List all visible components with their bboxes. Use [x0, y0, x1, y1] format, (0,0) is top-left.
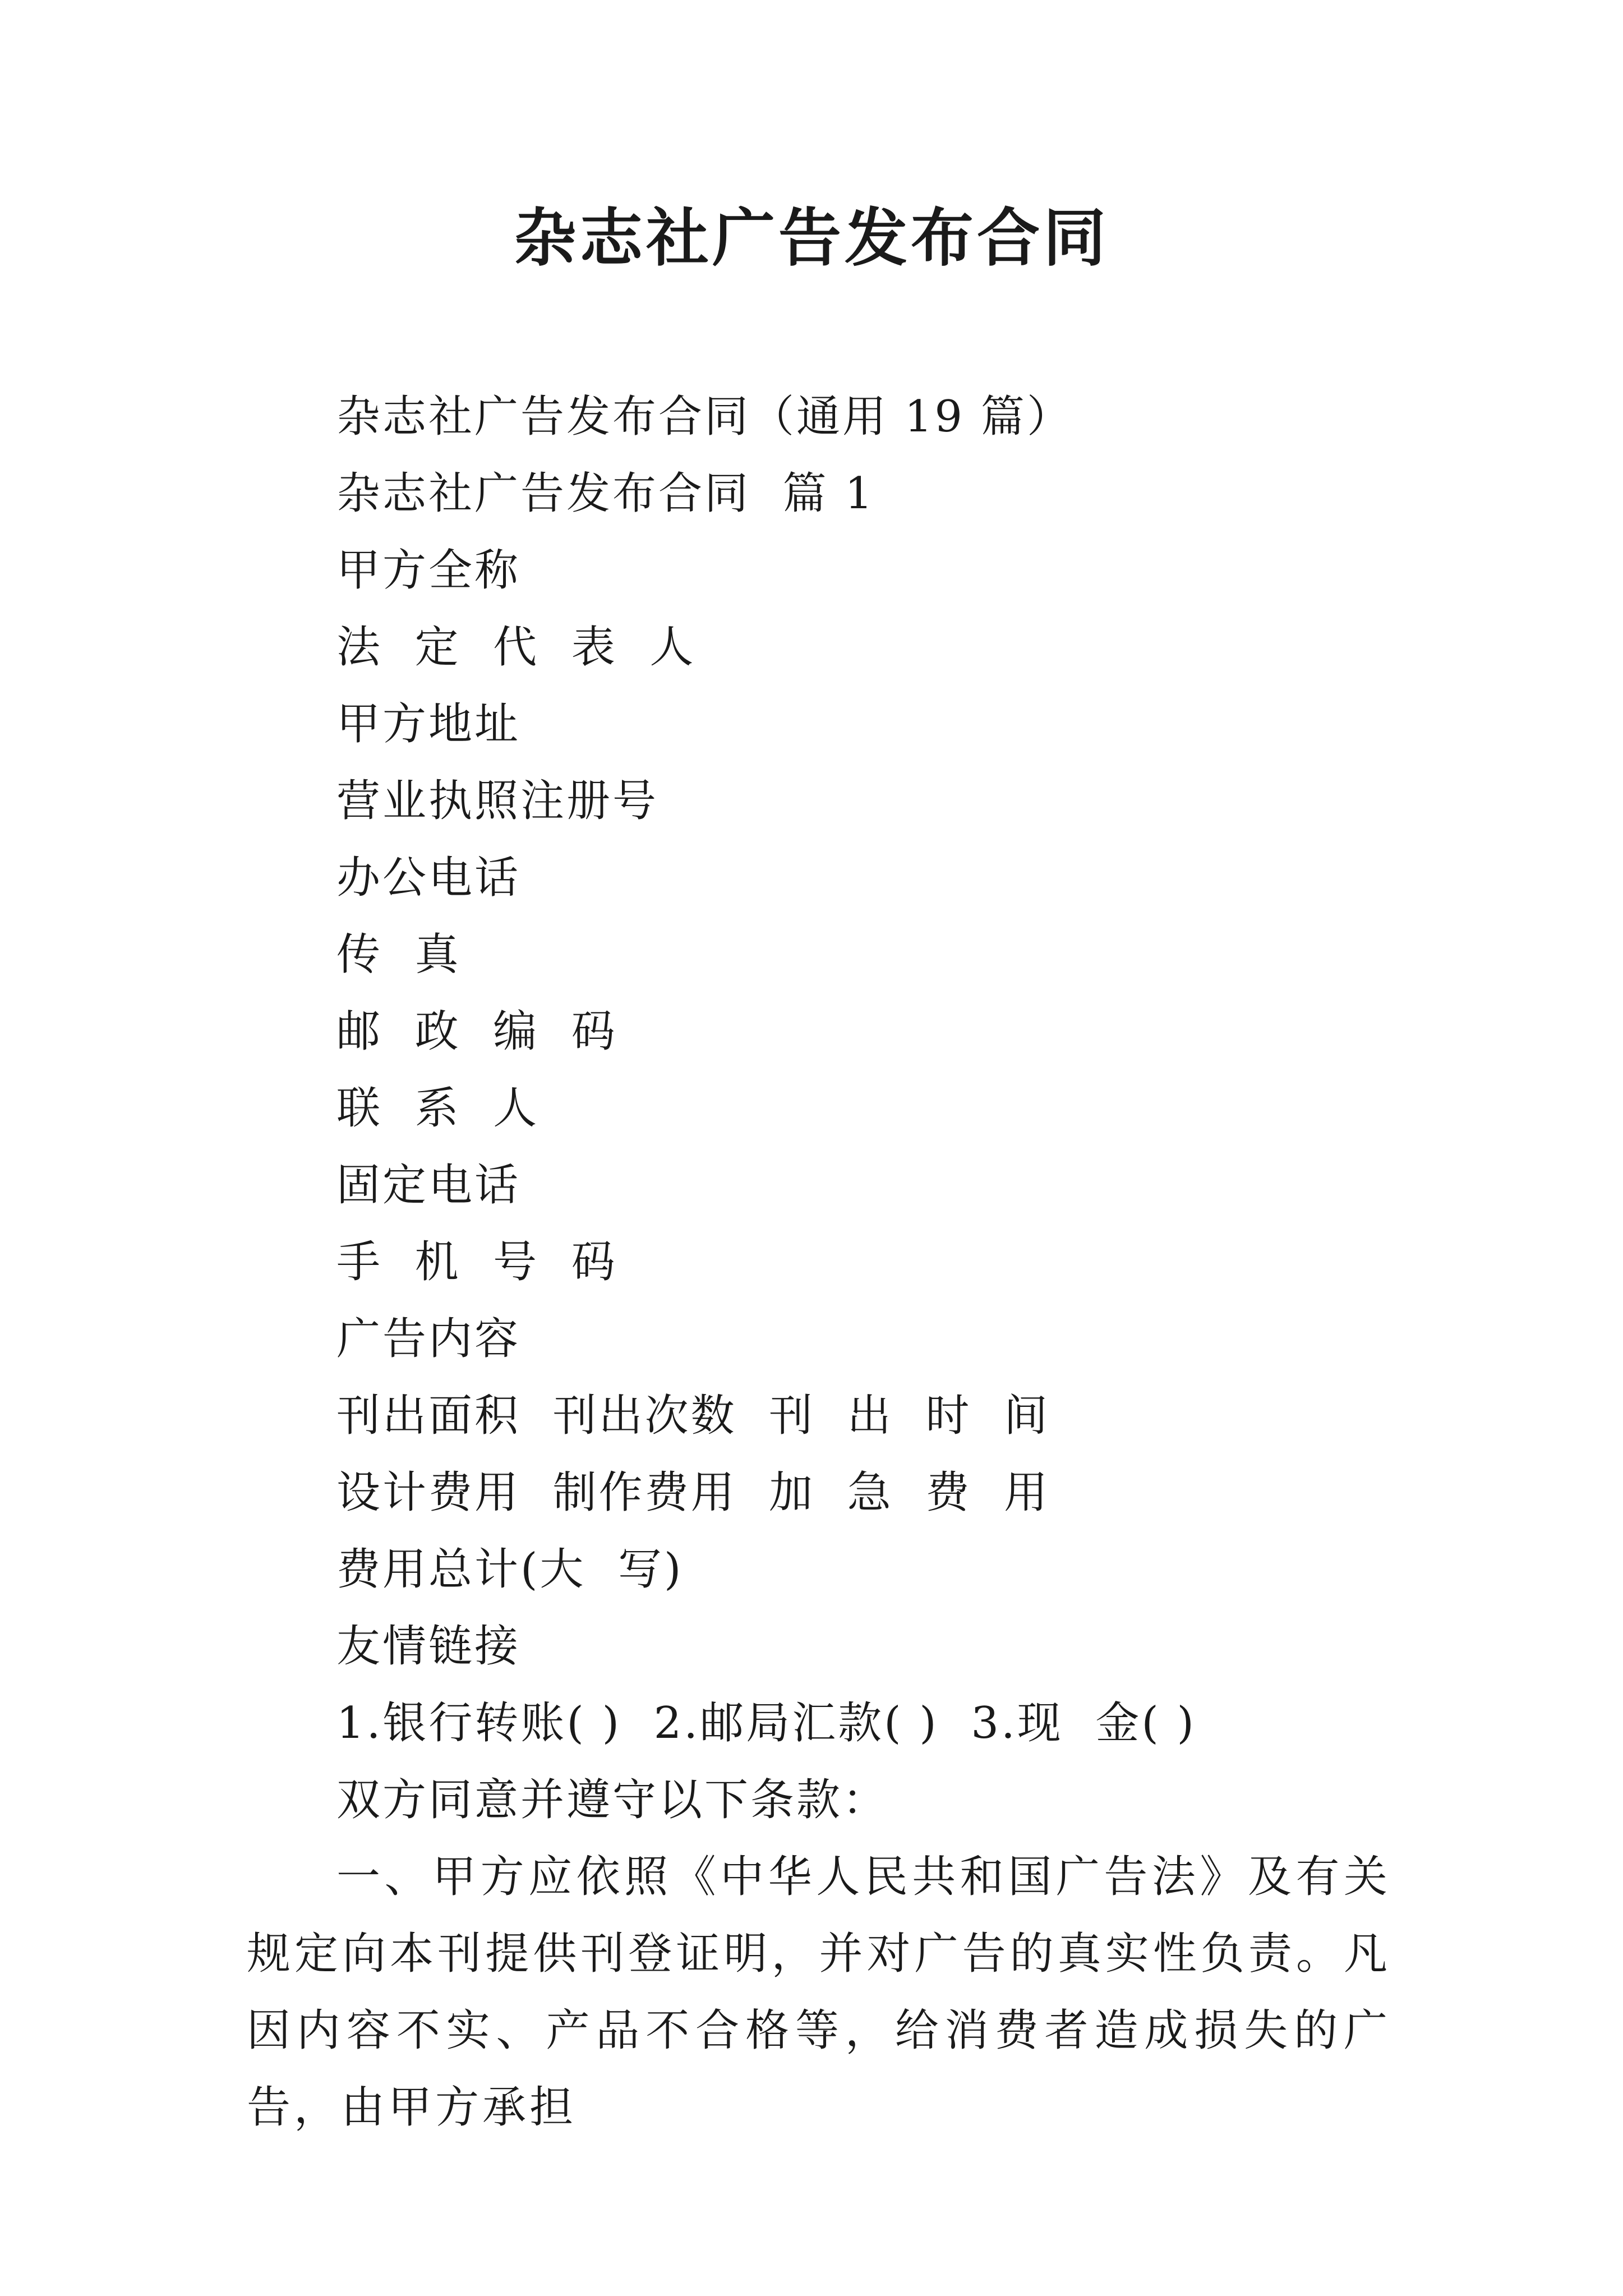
clauses-intro: 双方同意并遵守以下条款：: [336, 1775, 889, 1825]
field-legal-representative: 法 定 代 表 人: [336, 622, 696, 673]
field-fax: 传 真: [336, 930, 461, 980]
field-landline: 固定电话: [336, 1160, 521, 1211]
field-total-amount: 费用总计(大 写): [336, 1544, 684, 1595]
field-links: 友情链接: [336, 1621, 521, 1672]
document-title: 杂志社广告发布合同: [514, 201, 1109, 275]
field-business-license: 营业执照注册号: [336, 776, 659, 826]
field-fees: 设计费用 制作费用 加 急 费 用: [336, 1467, 1050, 1518]
field-party-a-address: 甲方地址: [336, 699, 521, 749]
document-subtitle: 杂志社广告发布合同（通用 19 篇）: [336, 392, 1073, 442]
field-publication-details: 刊出面积 刊出次数 刊 出 时 间: [336, 1391, 1050, 1441]
field-ad-content: 广告内容: [336, 1314, 521, 1364]
field-contact-person: 联 系 人: [336, 1083, 540, 1134]
field-party-a-name: 甲方全称: [336, 545, 521, 596]
field-office-phone: 办公电话: [336, 853, 521, 903]
field-payment-method: 1.银行转账( ) 2.邮局汇款( ) 3.现 金( ): [336, 1698, 1196, 1749]
field-mobile: 手 机 号 码: [336, 1237, 617, 1287]
section-heading: 杂志社广告发布合同 篇 1: [336, 468, 875, 519]
field-postal-code: 邮 政 编 码: [336, 1006, 617, 1057]
document-body: [247, 379, 1391, 1839]
clause-paragraph-1: 一、甲方应依照《中华人民共和国广告法》及有关规定向本刊提供刊登证明，并对广告的真实性负责。凡因内容不实、产品不合格等，给消费者造成损失的广告，由甲方承担: [247, 1852, 1391, 2133]
